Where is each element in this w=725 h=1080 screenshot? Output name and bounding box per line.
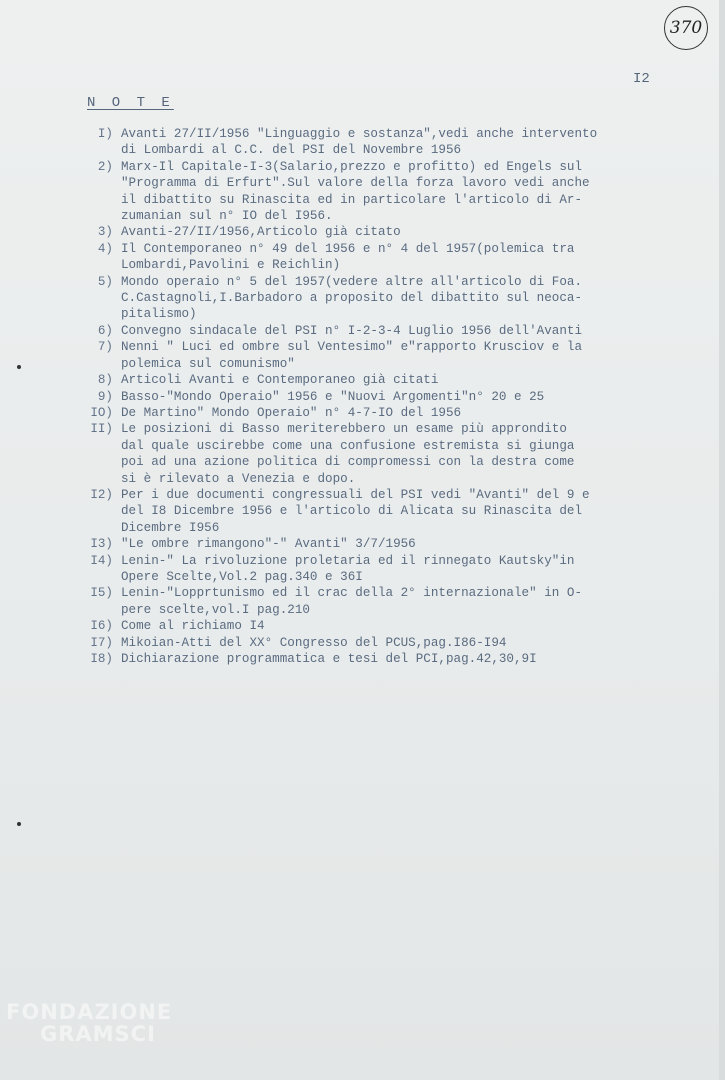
page-edge <box>719 0 725 1080</box>
note-line: dal quale uscirebbe come una confusione estremista si giunga <box>121 438 575 453</box>
note-line: poi ad una azione politica di compromessi con la destra come <box>121 455 575 470</box>
note-line: il dibattito su Rinascita ed in particolare l'articolo di Ar- <box>121 192 583 207</box>
note-text <box>121 241 574 274</box>
note-item <box>85 651 680 667</box>
note-item <box>85 553 680 586</box>
note-line: Le posizioni di Basso meriterebbero un esame più approndito <box>121 422 567 437</box>
note-line: pere scelte,vol.I pag.210 <box>121 602 310 617</box>
note-item <box>85 635 680 651</box>
archive-number-stamp: 370 <box>664 6 708 50</box>
note-line: De Martino" Mondo Operaio" n° 4-7-IO del 1956 <box>121 405 462 420</box>
note-line: Come al richiamo I4 <box>121 619 265 634</box>
note-line: Dichiarazione programmatica e tesi del PCI,pag.42,30,9I <box>121 652 537 666</box>
note-text <box>121 339 582 372</box>
note-number: I) <box>97 127 113 141</box>
note-item <box>85 389 680 405</box>
note-item <box>85 487 680 536</box>
note-line: Lenin-"Lopprtunismo ed il crac della 2° internazionale" in O- <box>121 586 583 601</box>
note-item <box>85 372 680 388</box>
note-text <box>121 372 438 388</box>
note-text <box>121 274 582 323</box>
note-text <box>121 405 461 421</box>
note-item <box>85 323 680 339</box>
note-text <box>121 421 574 487</box>
note-number: I7) <box>90 635 113 650</box>
note-number: 3) <box>97 225 113 240</box>
note-item <box>85 241 680 274</box>
note-line: Dicembre I956 <box>121 520 220 535</box>
note-line: Avanti-27/II/1956,Articolo già citato <box>121 225 401 240</box>
notes-heading: N O T E <box>87 95 174 111</box>
note-number: IO) <box>90 405 113 420</box>
note-line: Convegno sindacale del PSI n° I-2-3-4 Luglio 1956 dell'Avanti <box>121 323 583 338</box>
note-line: C.Castagnoli,I.Barbadoro a proposito del dibattito sul neoca- <box>121 291 583 306</box>
note-text <box>121 635 506 651</box>
note-line: zumanian sul n° IO del I956. <box>121 209 333 224</box>
watermark-line-1: FONDAZIONE <box>6 1000 173 1024</box>
note-item <box>85 536 680 552</box>
note-line: Articoli Avanti e Contemporaneo già citati <box>121 373 439 388</box>
note-item <box>85 405 680 421</box>
note-line: polemica sul comunismo" <box>121 356 295 371</box>
note-line: del I8 Dicembre 1956 e l'articolo di Alicata su Rinascita del <box>121 504 583 519</box>
note-item <box>85 585 680 618</box>
watermark-line-2: GRAMSCI <box>40 1022 156 1046</box>
note-text <box>121 323 582 339</box>
note-text <box>121 487 590 536</box>
note-text <box>121 553 574 586</box>
note-item <box>85 159 680 225</box>
note-number: II) <box>90 422 113 437</box>
note-number: I5) <box>90 586 113 601</box>
note-text <box>121 389 544 405</box>
note-number: 7) <box>97 340 113 355</box>
notes-list <box>85 126 680 667</box>
note-line: Il Contemporaneo n° 49 del 1956 e n° 4 del 1957(polemica tra <box>121 241 575 256</box>
note-line: Basso-"Mondo Operaio" 1956 e "Nuovi Argomenti"n° 20 e 25 <box>121 389 545 404</box>
page-number: I2 <box>633 71 650 87</box>
note-number: I6) <box>90 619 113 634</box>
note-number: 8) <box>97 373 113 388</box>
note-line: si è rilevato a Venezia e dopo. <box>121 471 356 486</box>
note-number: 5) <box>97 274 113 289</box>
note-text <box>121 159 590 225</box>
note-text <box>121 536 416 552</box>
note-text <box>121 585 582 618</box>
note-number: 6) <box>97 323 113 338</box>
note-line: Lenin-" La rivoluzione proletaria ed il rinnegato Kautsky"in <box>121 553 575 568</box>
note-number: I2) <box>90 487 113 502</box>
note-line: Opere Scelte,Vol.2 pag.340 e 36I <box>121 569 363 584</box>
note-line: Per i due documenti congressuali del PSI vedi "Avanti" del 9 e <box>121 487 590 502</box>
note-item <box>85 224 680 240</box>
note-line: Marx-Il Capitale-I-3(Salario,prezzo e profitto) ed Engels sul <box>121 159 583 174</box>
note-text <box>121 651 537 667</box>
punch-mark <box>17 365 21 369</box>
note-line: Nenni " Luci ed ombre sul Ventesimo" e"rapporto Krusciov e la <box>121 340 583 355</box>
note-line: "Le ombre rimangono"-" Avanti" 3/7/1956 <box>121 537 416 552</box>
note-item <box>85 126 680 159</box>
note-number: I8) <box>90 652 113 666</box>
note-line: Mondo operaio n° 5 del 1957(vedere altre all'articolo di Foa. <box>121 274 583 289</box>
note-number: 9) <box>97 389 113 404</box>
note-item <box>85 339 680 372</box>
note-number: 2) <box>97 159 113 174</box>
note-text <box>121 224 401 240</box>
note-line: Avanti 27/II/1956 "Linguaggio e sostanza",vedi anche intervento <box>121 127 598 141</box>
note-item <box>85 274 680 323</box>
note-line: "Programma di Erfurt".Sul valore della forza lavoro vedi anche <box>121 176 590 191</box>
note-text <box>121 126 597 159</box>
note-line: di Lombardi al C.C. del PSI del Novembre 1956 <box>121 143 462 158</box>
note-line: Mikoian-Atti del XX° Congresso del PCUS,pag.I86-I94 <box>121 635 507 650</box>
note-item <box>85 618 680 634</box>
note-text <box>121 618 265 634</box>
note-item <box>85 421 680 487</box>
note-line: pitalismo) <box>121 307 197 322</box>
note-line: Lombardi,Pavolini e Reichlin) <box>121 258 341 273</box>
note-number: I4) <box>90 553 113 568</box>
note-number: 4) <box>97 241 113 256</box>
note-number: I3) <box>90 537 113 552</box>
fondazione-gramsci-watermark <box>6 1000 172 1046</box>
punch-mark <box>17 822 21 826</box>
